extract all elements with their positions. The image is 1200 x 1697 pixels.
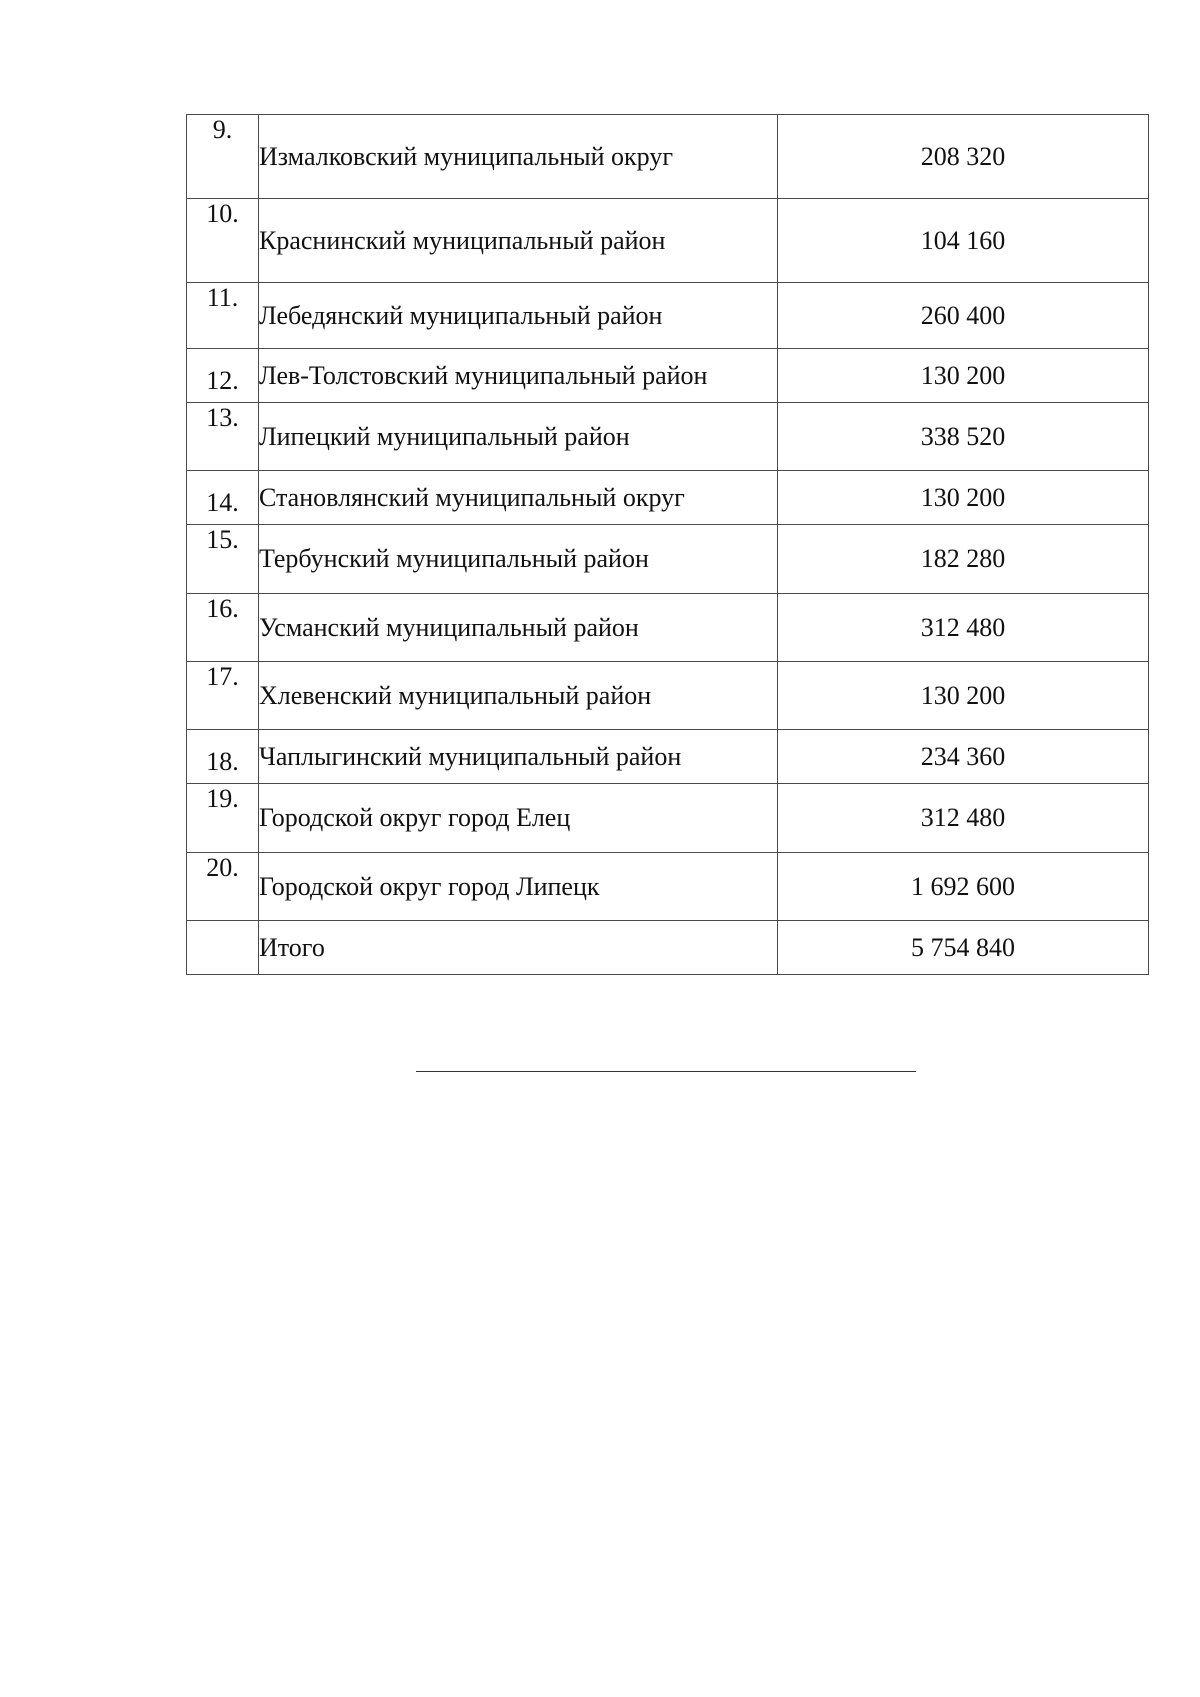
municipality-name: Городской округ город Липецк [259, 853, 778, 921]
row-number: 18. [187, 730, 259, 784]
allocation-table [186, 114, 1149, 975]
allocation-table-body [187, 115, 1149, 975]
row-number: 19. [187, 784, 259, 853]
amount-value: 104 160 [778, 199, 1149, 283]
municipality-name: Лебедянский муниципальный район [259, 283, 778, 349]
municipality-name: Чаплыгинский муниципальный район [259, 730, 778, 784]
amount-value: 312 480 [778, 594, 1149, 662]
row-number: 11. [187, 283, 259, 349]
table-row [187, 594, 1149, 662]
amount-value: 130 200 [778, 349, 1149, 403]
row-number: 20. [187, 853, 259, 921]
total-amount: 5 754 840 [778, 921, 1149, 975]
municipality-name: Измалковский муниципальный округ [259, 115, 778, 199]
municipality-name: Становлянский муниципальный округ [259, 471, 778, 525]
table-row [187, 349, 1149, 403]
row-number: 15. [187, 525, 259, 594]
amount-value: 208 320 [778, 115, 1149, 199]
row-number: 13. [187, 403, 259, 471]
table-row [187, 283, 1149, 349]
amount-value: 338 520 [778, 403, 1149, 471]
row-number: 16. [187, 594, 259, 662]
total-label: Итого [259, 921, 778, 975]
municipality-name: Городской округ город Елец [259, 784, 778, 853]
table-row [187, 471, 1149, 525]
amount-value: 234 360 [778, 730, 1149, 784]
amount-value: 130 200 [778, 471, 1149, 525]
amount-value: 312 480 [778, 784, 1149, 853]
table-row [187, 403, 1149, 471]
amount-value: 130 200 [778, 662, 1149, 730]
table-row [187, 730, 1149, 784]
total-row [187, 921, 1149, 975]
closing-divider-line [416, 1071, 916, 1072]
table-row [187, 115, 1149, 199]
table-row [187, 784, 1149, 853]
row-number: 14. [187, 471, 259, 525]
row-number: 10. [187, 199, 259, 283]
municipality-name: Тербунский муниципальный район [259, 525, 778, 594]
amount-value: 182 280 [778, 525, 1149, 594]
row-number: 12. [187, 349, 259, 403]
table-row [187, 525, 1149, 594]
row-number: 9. [187, 115, 259, 199]
row-number: 17. [187, 662, 259, 730]
total-number [187, 921, 259, 975]
table-row [187, 853, 1149, 921]
municipality-name: Краснинский муниципальный район [259, 199, 778, 283]
table-row [187, 662, 1149, 730]
municipality-name: Липецкий муниципальный район [259, 403, 778, 471]
amount-value: 260 400 [778, 283, 1149, 349]
municipality-name: Лев-Толстовский муниципальный район [259, 349, 778, 403]
municipality-name: Усманский муниципальный район [259, 594, 778, 662]
amount-value: 1 692 600 [778, 853, 1149, 921]
table-row [187, 199, 1149, 283]
municipality-name: Хлевенский муниципальный район [259, 662, 778, 730]
